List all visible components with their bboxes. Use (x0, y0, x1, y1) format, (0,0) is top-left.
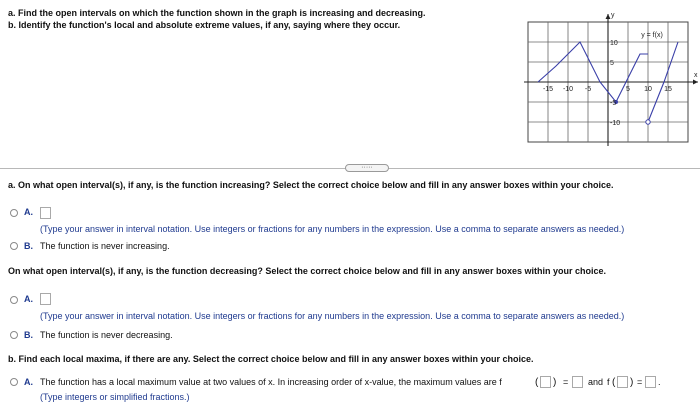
q3-paren-close-1: ) (553, 377, 557, 388)
q1-prompt: a. On what open interval(s), if any, is the function increasing? Select the correct choice below and fill in any answer boxes within your choice. (8, 180, 614, 190)
q3-option-a-hint: (Type integers or simplified fractions.) (40, 392, 190, 402)
q2-option-b-label: B. (24, 330, 33, 340)
q1-answer-box[interactable] (40, 207, 51, 219)
q2-option-a-hint: (Type your answer in interval notation. Use integers or fractions for any numbers in the expression. Use a comma to separate answers as needed.) (40, 311, 625, 321)
q3-max2-answer-box[interactable] (645, 376, 656, 388)
y-tick-label: 10 (610, 40, 618, 47)
function-graph (520, 8, 700, 160)
x-tick-label: -15 (542, 86, 554, 93)
q2-option-a-radio[interactable] (10, 296, 18, 304)
q3-prompt: b. Find each local maxima, if there are any. Select the correct choice below and fill in any answer boxes within your choice. (8, 354, 534, 364)
q3-option-a-label: A. (24, 377, 33, 387)
function-label: y = f(x) (641, 32, 663, 39)
q3-equals-2: = (637, 377, 643, 387)
problem-part-b: b. Identify the function's local and absolute extreme values, if any, saying where they occur. (8, 20, 401, 30)
q1-option-a-hint: (Type your answer in interval notation. Use integers or fractions for any numbers in the expression. Use a comma to separate answers as needed.) (40, 224, 625, 234)
y-tick-label: -10 (610, 120, 621, 127)
q2-answer-box[interactable] (40, 293, 51, 305)
q3-paren-open-1: ( (535, 377, 539, 388)
q3-option-a-text: The function has a local maximum value at two values of x. In increasing order of x-value, the maximum values are f (40, 377, 502, 387)
x-tick-label: 15 (664, 86, 672, 93)
y-tick-label: 5 (610, 60, 614, 67)
q3-and-text: and (588, 377, 604, 387)
q3-option-a-radio[interactable] (10, 378, 18, 386)
x-axis-label: x (694, 72, 698, 79)
q1-option-a-radio[interactable] (10, 209, 18, 217)
problem-part-a: a. Find the open intervals on which the function shown in the graph is increasing and decreasing. (8, 8, 426, 18)
q3-equals-1: = (563, 377, 569, 387)
x-tick-label: -5 (584, 86, 592, 93)
q1-option-b-text: The function is never increasing. (40, 241, 170, 251)
x-tick-label: 5 (626, 86, 630, 93)
q1-option-b-label: B. (24, 241, 33, 251)
q3-paren-open-2: ( (612, 377, 616, 388)
q3-paren-close-2: ) (630, 377, 634, 388)
q2-option-a-label: A. (24, 294, 33, 304)
expand-more-button[interactable]: ····· (345, 164, 389, 172)
q3-x2-answer-box[interactable] (617, 376, 628, 388)
q3-period: . (658, 377, 661, 387)
open-point (646, 120, 650, 124)
x-tick-label: -10 (562, 86, 574, 93)
q3-max1-answer-box[interactable] (572, 376, 583, 388)
x-axis-arrow (693, 80, 698, 85)
q3-f-prefix: f (607, 377, 610, 387)
q2-option-b-text: The function is never decreasing. (40, 330, 173, 340)
y-tick-label: -5 (610, 100, 617, 107)
y-axis-label: y (611, 12, 615, 19)
q1-option-a-label: A. (24, 207, 33, 217)
q2-option-b-radio[interactable] (10, 331, 18, 339)
q1-option-b-radio[interactable] (10, 242, 18, 250)
q2-prompt: On what open interval(s), if any, is the function decreasing? Select the correct choice below and fill in any answer boxes within your choice. (8, 266, 606, 276)
q3-x1-answer-box[interactable] (540, 376, 551, 388)
x-tick-label: 10 (644, 86, 652, 93)
y-axis-arrow (606, 14, 611, 19)
